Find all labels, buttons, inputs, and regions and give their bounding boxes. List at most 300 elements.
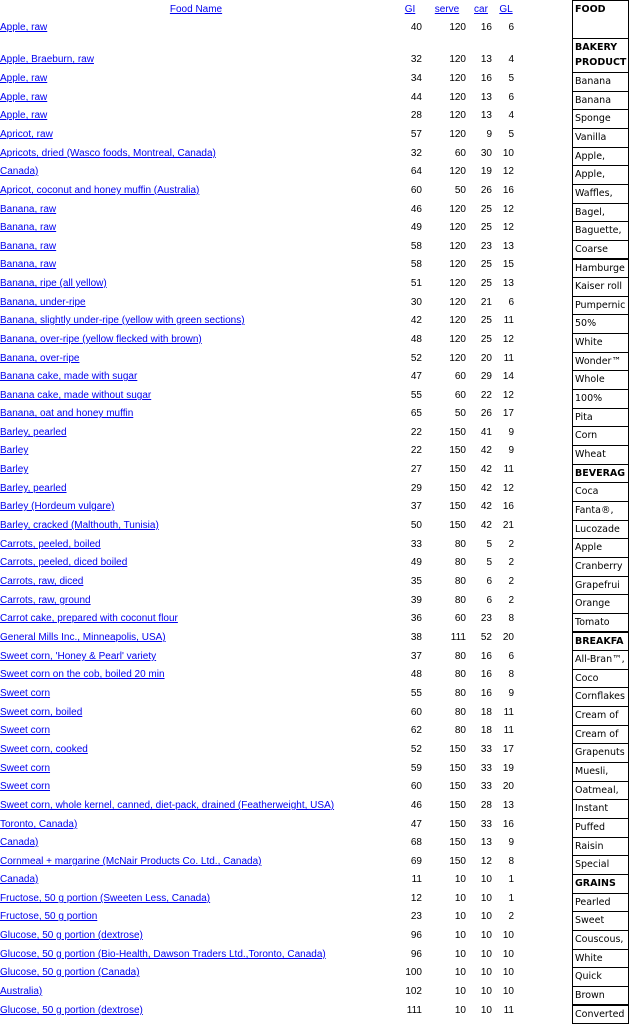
gi-value: 62 bbox=[392, 722, 422, 740]
carb-value: 25 bbox=[468, 312, 492, 330]
gl-value: 5 bbox=[492, 126, 514, 144]
carb-value: 19 bbox=[468, 163, 492, 181]
food-name-link[interactable]: Apple, Braeburn, raw bbox=[0, 51, 94, 69]
table-row bbox=[0, 722, 520, 740]
carb-value: 12 bbox=[468, 853, 492, 871]
serve-value: 80 bbox=[430, 554, 466, 572]
table-row bbox=[0, 331, 520, 349]
gl-value: 1 bbox=[492, 890, 514, 908]
gl-value: 17 bbox=[492, 741, 514, 759]
food-name-link[interactable]: Banana, ripe (all yellow) bbox=[0, 275, 107, 293]
column-header-gi[interactable]: GI bbox=[398, 4, 422, 18]
gi-value: 11 bbox=[392, 871, 422, 889]
carb-value: 25 bbox=[468, 201, 492, 219]
category-item: Cornflakes bbox=[572, 687, 629, 707]
table-row bbox=[0, 964, 520, 982]
food-name-link[interactable]: Apricot, coconut and honey muffin (Australia) bbox=[0, 182, 199, 200]
carb-value: 22 bbox=[468, 387, 492, 405]
carb-value: 28 bbox=[468, 797, 492, 815]
gi-value: 65 bbox=[392, 405, 422, 423]
gl-value: 10 bbox=[492, 946, 514, 964]
food-name-link[interactable]: Banana, raw bbox=[0, 256, 56, 274]
food-name-link[interactable]: Barley, cracked (Malthouth, Tunisia) bbox=[0, 517, 159, 535]
gi-value: 32 bbox=[392, 51, 422, 69]
carb-value: 33 bbox=[468, 778, 492, 796]
carb-value: 16 bbox=[468, 70, 492, 88]
table-row bbox=[0, 983, 520, 1001]
category-item: Bagel, bbox=[572, 203, 629, 223]
gl-value: 21 bbox=[492, 517, 514, 535]
gi-value: 44 bbox=[392, 89, 422, 107]
gl-value: 8 bbox=[492, 666, 514, 684]
food-name-link[interactable]: Banana, under-ripe bbox=[0, 294, 86, 312]
gi-value: 35 bbox=[392, 573, 422, 591]
gl-value: 2 bbox=[492, 536, 514, 554]
serve-value: 120 bbox=[430, 294, 466, 312]
table-row bbox=[0, 797, 520, 815]
serve-value: 10 bbox=[430, 871, 466, 889]
category-item: Oatmeal, bbox=[572, 781, 629, 801]
category-item: Baguette, bbox=[572, 221, 629, 241]
column-header-carb[interactable]: car bbox=[470, 4, 492, 18]
food-name-link[interactable]: Sweet corn bbox=[0, 778, 50, 796]
table-row bbox=[0, 573, 520, 591]
gi-value: 60 bbox=[392, 778, 422, 796]
gi-value: 46 bbox=[392, 201, 422, 219]
serve-value: 150 bbox=[430, 424, 466, 442]
category-panel bbox=[572, 0, 632, 1022]
column-header-food-name[interactable]: Food Name bbox=[0, 4, 392, 18]
gi-value: 68 bbox=[392, 834, 422, 852]
table-row bbox=[0, 741, 520, 759]
gi-value: 42 bbox=[392, 312, 422, 330]
category-header: BREAKFA bbox=[572, 632, 629, 652]
carb-value: 10 bbox=[468, 1002, 492, 1020]
serve-value: 120 bbox=[430, 107, 466, 125]
table-row bbox=[0, 294, 520, 312]
table-row bbox=[0, 89, 520, 107]
category-item: Coca bbox=[572, 482, 629, 502]
food-name-link[interactable]: Barley bbox=[0, 461, 28, 479]
food-name-link[interactable]: Fructose, 50 g portion (Sweeten Less, Canada) bbox=[0, 890, 210, 908]
serve-value: 10 bbox=[430, 964, 466, 982]
category-item: Banana bbox=[572, 72, 629, 92]
category-item: 100% bbox=[572, 389, 629, 409]
food-name-link[interactable]: Glucose, 50 g portion (dextrose) bbox=[0, 1002, 143, 1020]
gi-value: 46 bbox=[392, 797, 422, 815]
carb-value: 30 bbox=[468, 145, 492, 163]
category-header: BAKERY PRODUCT bbox=[572, 38, 629, 73]
gl-value: 11 bbox=[492, 704, 514, 722]
gl-value: 2 bbox=[492, 554, 514, 572]
gl-value: 11 bbox=[492, 350, 514, 368]
category-item: Brown bbox=[572, 986, 629, 1006]
gi-value: 55 bbox=[392, 387, 422, 405]
gi-value: 47 bbox=[392, 816, 422, 834]
gl-value: 16 bbox=[492, 182, 514, 200]
gi-value: 48 bbox=[392, 331, 422, 349]
category-header: GRAINS bbox=[572, 874, 629, 894]
gi-value: 58 bbox=[392, 238, 422, 256]
gi-value: 64 bbox=[392, 163, 422, 181]
carb-value: 5 bbox=[468, 536, 492, 554]
serve-value: 80 bbox=[430, 592, 466, 610]
table-row bbox=[0, 946, 520, 964]
table-row bbox=[0, 182, 520, 200]
food-name-link[interactable]: Apple, raw bbox=[0, 107, 47, 125]
serve-value: 50 bbox=[430, 182, 466, 200]
table-row bbox=[0, 592, 520, 610]
gl-value: 11 bbox=[492, 1002, 514, 1020]
gl-value: 12 bbox=[492, 201, 514, 219]
serve-value: 150 bbox=[430, 480, 466, 498]
table-row bbox=[0, 778, 520, 796]
column-header-serve[interactable]: serve bbox=[428, 4, 466, 18]
food-name-link[interactable]: Apricot, raw bbox=[0, 126, 53, 144]
food-name-link[interactable]: Banana, raw bbox=[0, 201, 56, 219]
category-item: Cream of bbox=[572, 706, 629, 726]
category-item: Pita bbox=[572, 408, 629, 428]
serve-value: 120 bbox=[430, 331, 466, 349]
carb-value: 5 bbox=[468, 554, 492, 572]
category-item: Vanilla bbox=[572, 128, 629, 148]
category-item: Orange bbox=[572, 594, 629, 614]
serve-value: 80 bbox=[430, 536, 466, 554]
carb-value: 23 bbox=[468, 610, 492, 628]
food-name-link[interactable]: Fructose, 50 g portion bbox=[0, 908, 97, 926]
gl-value: 6 bbox=[492, 89, 514, 107]
gi-value: 49 bbox=[392, 219, 422, 237]
food-name-link[interactable]: Banana, raw bbox=[0, 219, 56, 237]
carb-value: 26 bbox=[468, 405, 492, 423]
gi-value: 111 bbox=[392, 1002, 422, 1020]
column-header-gl[interactable]: GL bbox=[496, 4, 516, 18]
gi-value: 22 bbox=[392, 442, 422, 460]
food-name-link[interactable]: Sweet corn, whole kernel, canned, diet-pack, drained (Featherweight, USA) bbox=[0, 797, 334, 815]
food-name-link[interactable]: Barley, pearled bbox=[0, 424, 67, 442]
category-item: Converted bbox=[572, 1005, 629, 1024]
carb-value: 16 bbox=[468, 685, 492, 703]
carb-value: 33 bbox=[468, 741, 492, 759]
food-name-link[interactable]: Australia) bbox=[0, 983, 42, 1001]
serve-value: 80 bbox=[430, 573, 466, 591]
carb-value: 10 bbox=[468, 890, 492, 908]
category-item: Grapenuts bbox=[572, 743, 629, 763]
gl-value: 11 bbox=[492, 722, 514, 740]
carb-value: 10 bbox=[468, 946, 492, 964]
table-row bbox=[0, 554, 520, 572]
serve-value: 80 bbox=[430, 666, 466, 684]
gi-value: 29 bbox=[392, 480, 422, 498]
category-item: Apple, bbox=[572, 147, 629, 167]
food-name-link[interactable]: Canada) bbox=[0, 163, 38, 181]
table-row bbox=[0, 704, 520, 722]
gl-value: 11 bbox=[492, 312, 514, 330]
table-row bbox=[0, 1002, 520, 1020]
gi-value: 37 bbox=[392, 498, 422, 516]
gl-value: 12 bbox=[492, 480, 514, 498]
serve-value: 80 bbox=[430, 685, 466, 703]
carb-value: 42 bbox=[468, 498, 492, 516]
carb-value: 42 bbox=[468, 442, 492, 460]
food-name-link[interactable]: Sweet corn bbox=[0, 685, 50, 703]
carb-value: 25 bbox=[468, 275, 492, 293]
food-name-link[interactable]: Carrot cake, prepared with coconut flour bbox=[0, 610, 178, 628]
carb-value: 23 bbox=[468, 238, 492, 256]
category-item: Grapefrui bbox=[572, 576, 629, 596]
gi-value: 47 bbox=[392, 368, 422, 386]
serve-value: 120 bbox=[430, 126, 466, 144]
serve-value: 10 bbox=[430, 1002, 466, 1020]
table-row bbox=[0, 461, 520, 479]
food-name-link[interactable]: Sweet corn bbox=[0, 722, 50, 740]
carb-value: 10 bbox=[468, 871, 492, 889]
serve-value: 80 bbox=[430, 722, 466, 740]
gi-value: 30 bbox=[392, 294, 422, 312]
gi-value: 27 bbox=[392, 461, 422, 479]
serve-value: 150 bbox=[430, 834, 466, 852]
carb-value: 33 bbox=[468, 816, 492, 834]
serve-value: 150 bbox=[430, 853, 466, 871]
gi-value: 34 bbox=[392, 70, 422, 88]
gl-value: 4 bbox=[492, 51, 514, 69]
food-name-link[interactable]: Sweet corn, boiled bbox=[0, 704, 82, 722]
category-item: Hamburge bbox=[572, 259, 629, 279]
category-item: Whole bbox=[572, 370, 629, 390]
category-item: Cream of bbox=[572, 725, 629, 745]
gl-value: 4 bbox=[492, 107, 514, 125]
carb-value: 18 bbox=[468, 704, 492, 722]
table-row bbox=[0, 871, 520, 889]
food-name-link[interactable]: Sweet corn, 'Honey & Pearl' variety bbox=[0, 648, 156, 666]
serve-value: 111 bbox=[430, 629, 466, 647]
gl-value: 17 bbox=[492, 405, 514, 423]
gi-value: 51 bbox=[392, 275, 422, 293]
food-name-link[interactable]: Barley bbox=[0, 442, 28, 460]
gl-value: 19 bbox=[492, 760, 514, 778]
table-row bbox=[0, 760, 520, 778]
gi-value: 102 bbox=[392, 983, 422, 1001]
table-row bbox=[0, 275, 520, 293]
food-name-link[interactable]: Glucose, 50 g portion (Canada) bbox=[0, 964, 140, 982]
category-item: Sweet bbox=[572, 911, 629, 931]
category-header: FOOD bbox=[572, 0, 629, 39]
gi-value: 55 bbox=[392, 685, 422, 703]
serve-value: 10 bbox=[430, 908, 466, 926]
table-row bbox=[0, 350, 520, 368]
carb-value: 33 bbox=[468, 760, 492, 778]
food-name-link[interactable]: Apple, raw bbox=[0, 19, 47, 37]
food-name-link[interactable]: Banana, slightly under-ripe (yellow with green sections) bbox=[0, 312, 245, 330]
gl-value: 6 bbox=[492, 19, 514, 37]
category-item: Wonder™ bbox=[572, 352, 629, 372]
table-row bbox=[0, 890, 520, 908]
serve-value: 150 bbox=[430, 442, 466, 460]
serve-value: 50 bbox=[430, 405, 466, 423]
serve-value: 10 bbox=[430, 946, 466, 964]
carb-value: 16 bbox=[468, 648, 492, 666]
gi-value: 49 bbox=[392, 554, 422, 572]
serve-value: 60 bbox=[430, 387, 466, 405]
table-row bbox=[0, 163, 520, 181]
category-item: Raisin bbox=[572, 837, 629, 857]
food-name-link[interactable]: Toronto, Canada) bbox=[0, 816, 77, 834]
table-row bbox=[0, 685, 520, 703]
serve-value: 150 bbox=[430, 760, 466, 778]
serve-value: 60 bbox=[430, 145, 466, 163]
category-item: Corn bbox=[572, 426, 629, 446]
table-row bbox=[0, 368, 520, 386]
table-row bbox=[0, 126, 520, 144]
gl-value: 12 bbox=[492, 387, 514, 405]
category-item: 50% bbox=[572, 314, 629, 334]
gi-value: 37 bbox=[392, 648, 422, 666]
serve-value: 120 bbox=[430, 163, 466, 181]
gl-value: 10 bbox=[492, 964, 514, 982]
gi-value: 100 bbox=[392, 964, 422, 982]
carb-value: 13 bbox=[468, 107, 492, 125]
category-item: All-Bran™, bbox=[572, 650, 629, 670]
serve-value: 150 bbox=[430, 498, 466, 516]
gi-value: 32 bbox=[392, 145, 422, 163]
table-row bbox=[0, 238, 520, 256]
food-name-link[interactable]: Sweet corn on the cob, boiled 20 min bbox=[0, 666, 165, 684]
category-item: White bbox=[572, 333, 629, 353]
gl-value: 9 bbox=[492, 834, 514, 852]
food-name-link[interactable]: Sweet corn bbox=[0, 760, 50, 778]
gl-value: 9 bbox=[492, 424, 514, 442]
serve-value: 120 bbox=[430, 238, 466, 256]
category-item: Sponge bbox=[572, 109, 629, 129]
serve-value: 150 bbox=[430, 461, 466, 479]
table-row bbox=[0, 424, 520, 442]
serve-value: 150 bbox=[430, 778, 466, 796]
carb-value: 25 bbox=[468, 219, 492, 237]
serve-value: 120 bbox=[430, 350, 466, 368]
gl-value: 14 bbox=[492, 368, 514, 386]
gi-value: 96 bbox=[392, 927, 422, 945]
serve-value: 10 bbox=[430, 890, 466, 908]
category-item: Waffles, bbox=[572, 184, 629, 204]
category-item: Muesli, bbox=[572, 762, 629, 782]
food-name-link[interactable]: General Mills Inc., Minneapolis, USA) bbox=[0, 629, 166, 647]
gl-value: 8 bbox=[492, 610, 514, 628]
table-row bbox=[0, 853, 520, 871]
serve-value: 120 bbox=[430, 275, 466, 293]
gl-value: 12 bbox=[492, 219, 514, 237]
serve-value: 120 bbox=[430, 89, 466, 107]
serve-value: 120 bbox=[430, 51, 466, 69]
carb-value: 20 bbox=[468, 350, 492, 368]
gl-value: 2 bbox=[492, 592, 514, 610]
table-row bbox=[0, 201, 520, 219]
gl-value: 9 bbox=[492, 685, 514, 703]
food-name-link[interactable]: Banana, oat and honey muffin bbox=[0, 405, 133, 423]
gi-value: 60 bbox=[392, 704, 422, 722]
food-name-link[interactable]: Glucose, 50 g portion (dextrose) bbox=[0, 927, 143, 945]
food-name-link[interactable]: Cornmeal + margarine (McNair Products Co. Ltd., Canada) bbox=[0, 853, 262, 871]
carb-value: 42 bbox=[468, 480, 492, 498]
category-item: Puffed bbox=[572, 818, 629, 838]
serve-value: 60 bbox=[430, 368, 466, 386]
gi-value: 59 bbox=[392, 760, 422, 778]
food-name-link[interactable]: Banana cake, made with sugar bbox=[0, 368, 137, 386]
carb-value: 13 bbox=[468, 834, 492, 852]
food-name-link[interactable]: Banana, raw bbox=[0, 238, 56, 256]
gl-value: 20 bbox=[492, 778, 514, 796]
category-item: Apple, bbox=[572, 165, 629, 185]
table-row bbox=[0, 480, 520, 498]
food-name-link[interactable]: Apple, raw bbox=[0, 70, 47, 88]
table-row bbox=[0, 70, 520, 88]
gl-value: 6 bbox=[492, 294, 514, 312]
food-name-link[interactable]: Banana, over-ripe bbox=[0, 350, 80, 368]
carb-value: 16 bbox=[468, 666, 492, 684]
gl-value: 13 bbox=[492, 275, 514, 293]
serve-value: 150 bbox=[430, 816, 466, 834]
food-name-link[interactable]: Carrots, peeled, diced boiled bbox=[0, 554, 127, 572]
carb-value: 10 bbox=[468, 983, 492, 1001]
gl-value: 15 bbox=[492, 256, 514, 274]
food-name-link[interactable]: Banana, over-ripe (yellow flecked with brown) bbox=[0, 331, 202, 349]
table-row bbox=[0, 405, 520, 423]
food-name-link[interactable]: Barley, pearled bbox=[0, 480, 67, 498]
table-row bbox=[0, 145, 520, 163]
food-name-link[interactable]: Canada) bbox=[0, 834, 38, 852]
gl-value: 8 bbox=[492, 853, 514, 871]
serve-value: 150 bbox=[430, 797, 466, 815]
food-name-link[interactable]: Glucose, 50 g portion (Bio-Health, Dawson Traders Ltd.,Toronto, Canada) bbox=[0, 946, 326, 964]
food-name-link[interactable]: Barley (Hordeum vulgare) bbox=[0, 498, 115, 516]
serve-value: 150 bbox=[430, 741, 466, 759]
serve-value: 80 bbox=[430, 704, 466, 722]
food-name-link[interactable]: Carrots, peeled, boiled bbox=[0, 536, 101, 554]
gl-value: 2 bbox=[492, 908, 514, 926]
serve-value: 80 bbox=[430, 648, 466, 666]
gi-value: 39 bbox=[392, 592, 422, 610]
table-row bbox=[0, 816, 520, 834]
table-row bbox=[0, 517, 520, 535]
carb-value: 29 bbox=[468, 368, 492, 386]
category-item: Cranberry bbox=[572, 557, 629, 577]
serve-value: 60 bbox=[430, 610, 466, 628]
table-row bbox=[0, 648, 520, 666]
gi-value: 33 bbox=[392, 536, 422, 554]
category-item: Instant bbox=[572, 799, 629, 819]
table-row bbox=[0, 498, 520, 516]
gl-value: 5 bbox=[492, 70, 514, 88]
food-name-link[interactable]: Carrots, raw, ground bbox=[0, 592, 91, 610]
table-row bbox=[0, 927, 520, 945]
gl-value: 10 bbox=[492, 145, 514, 163]
table-row bbox=[0, 219, 520, 237]
gi-value: 12 bbox=[392, 890, 422, 908]
gl-value: 11 bbox=[492, 461, 514, 479]
gl-value: 12 bbox=[492, 331, 514, 349]
food-name-link[interactable]: Carrots, raw, diced bbox=[0, 573, 83, 591]
carb-value: 41 bbox=[468, 424, 492, 442]
food-name-link[interactable]: Apricots, dried (Wasco foods, Montreal, Canada) bbox=[0, 145, 216, 163]
food-name-link[interactable]: Sweet corn, cooked bbox=[0, 741, 88, 759]
gi-value: 28 bbox=[392, 107, 422, 125]
serve-value: 120 bbox=[430, 70, 466, 88]
food-name-link[interactable]: Banana cake, made without sugar bbox=[0, 387, 151, 405]
carb-value: 26 bbox=[468, 182, 492, 200]
food-name-link[interactable]: Canada) bbox=[0, 871, 38, 889]
carb-value: 6 bbox=[468, 573, 492, 591]
food-name-link[interactable]: Apple, raw bbox=[0, 89, 47, 107]
carb-value: 10 bbox=[468, 908, 492, 926]
